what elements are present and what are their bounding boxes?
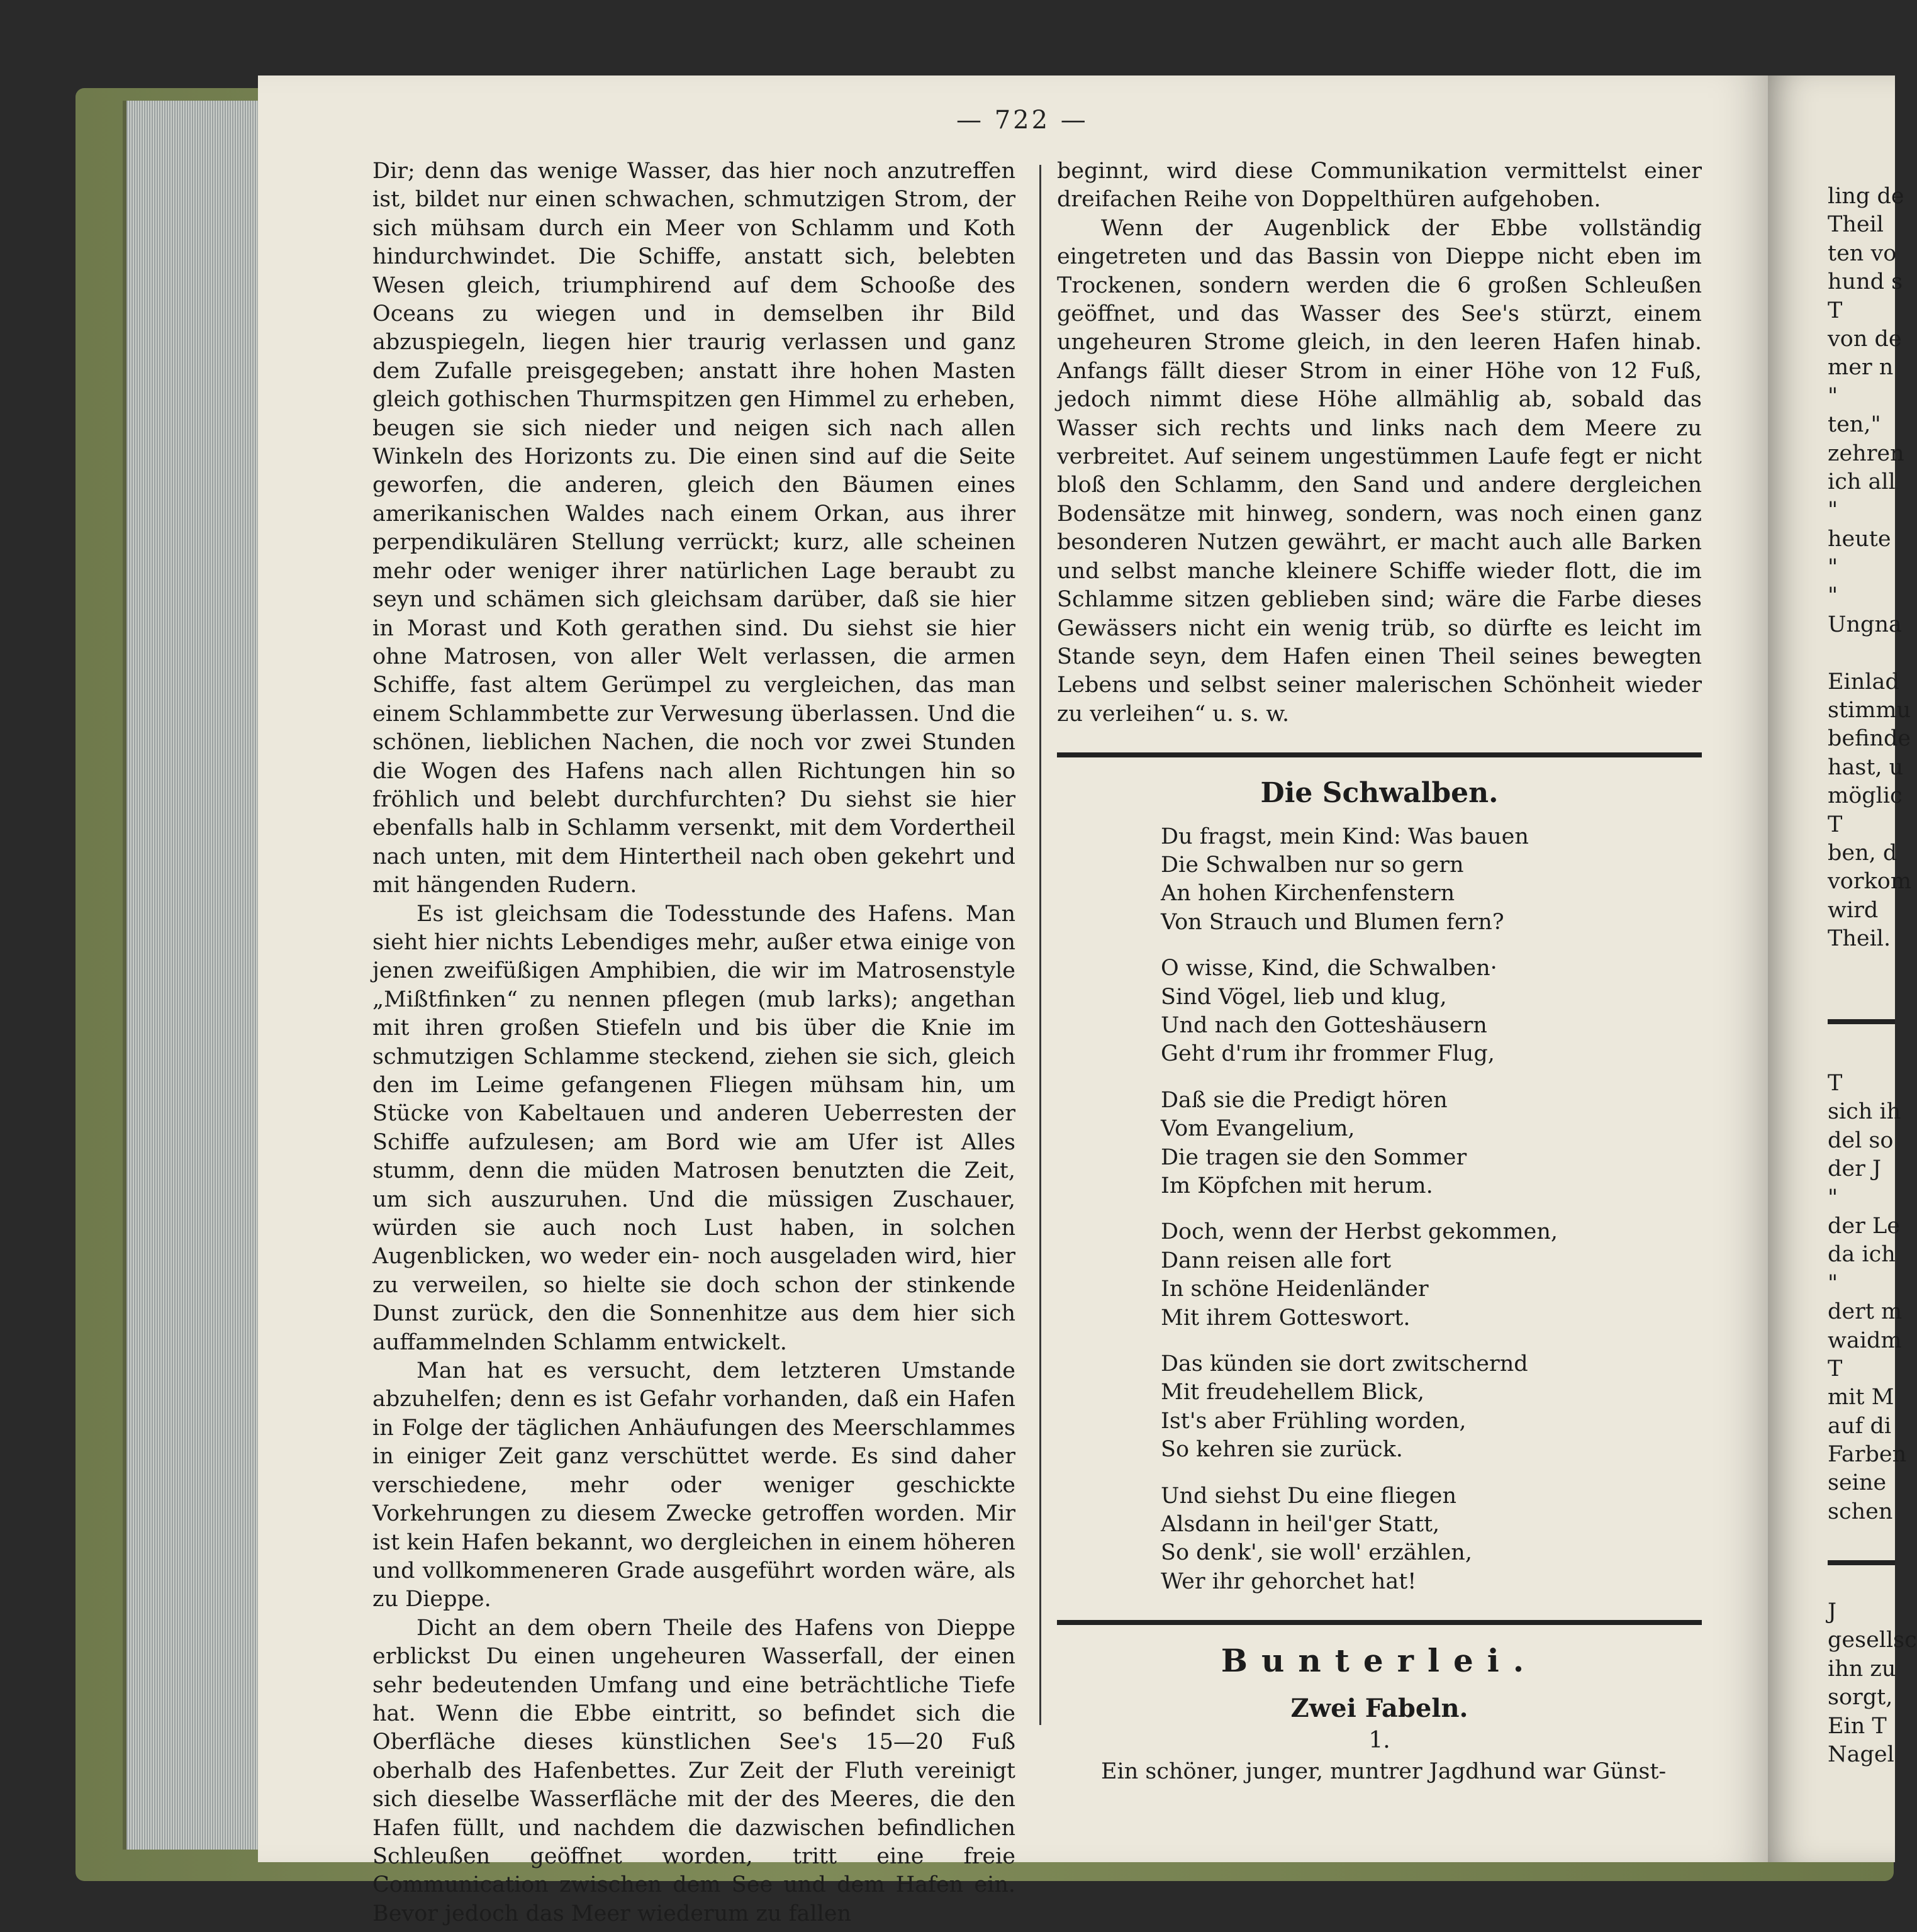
facing-page-line: ling de (1828, 184, 1904, 209)
facing-page-line: T (1828, 812, 1843, 837)
section-title: Bunterlei. (1221, 1642, 1538, 1680)
facing-page-line: T (1828, 1356, 1843, 1382)
poem-line: Alsdann in heil'ger Statt, (1161, 1512, 1440, 1538)
poem-line: Ist's aber Frühling worden, (1161, 1408, 1467, 1434)
facing-page-line: vorkom (1828, 869, 1912, 895)
facing-page-line: von de (1828, 326, 1902, 352)
facing-page-line: heute (1828, 526, 1891, 552)
facing-page-line: zehren (1828, 440, 1904, 466)
facing-page-line: " (1828, 498, 1838, 523)
facing-page-line: der J (1828, 1156, 1882, 1182)
facing-page-line: sich ih (1828, 1099, 1901, 1125)
poem-stanza (1161, 1350, 1702, 1465)
facing-page-line: del so (1828, 1127, 1894, 1153)
column-divider (1039, 165, 1041, 1725)
facing-page-line: mit M (1828, 1385, 1894, 1410)
poem-line: Sind Vögel, lieb und klug, (1161, 984, 1447, 1010)
poem-line: In schöne Heidenländer (1161, 1276, 1429, 1302)
facing-page-line: waidm (1828, 1327, 1902, 1353)
section-rule (1057, 752, 1702, 757)
section-subtitle: Zwei Fabeln. (1290, 1693, 1468, 1723)
poem-stanza (1161, 1482, 1702, 1597)
poem-line: Wer ihr gehorchet hat! (1161, 1568, 1417, 1594)
facing-page-text (1828, 1069, 1907, 1526)
poem-line: Das künden sie dort zwitschernd (1161, 1351, 1528, 1377)
poem-line: Mit freudehellem Blick, (1161, 1380, 1424, 1405)
facing-page-line: ten," (1828, 412, 1881, 438)
facing-page-line: ihn zu (1828, 1656, 1896, 1682)
facing-page-line: befinde (1828, 726, 1911, 752)
poem-line: Die tragen sie den Sommer (1161, 1144, 1467, 1170)
poem (1161, 823, 1702, 1597)
facing-page-line: Nagel (1828, 1741, 1894, 1767)
fable-first-line: Ein schöner, junger, muntrer Jagdhund war Günst- (1101, 1758, 1667, 1784)
section-rule (1057, 1620, 1702, 1625)
poem-stanza (1161, 823, 1702, 937)
facing-page-line: T (1828, 298, 1843, 323)
page-edges (123, 101, 265, 1850)
paragraph: Man hat es versucht, dem letzteren Umstande abzuhelfen; denn es ist Gefahr vorhanden, daß ein Hafen in Folge der täglichen Anhäufungen des Meerschlammes in einiger Zeit ganz verschüttet werde. Es sind daher verschiedene, mehr oder weniger geschickte Vorkehrungen zu diesem Zwecke getroffen worden. Mir ist kein Hafen bekannt, wo dergleichen in einem höheren und vollkommeneren Grade ausgeführt worden wäre, als zu Dieppe. (372, 1358, 1015, 1612)
facing-page-line: schen (1828, 1499, 1893, 1524)
poem-line: So kehren sie zurück. (1161, 1437, 1403, 1463)
facing-page-line: möglic (1828, 783, 1903, 809)
right-column (1057, 157, 1702, 1786)
poem-stanza (1161, 1086, 1702, 1201)
poem-line: Vom Evangelium, (1161, 1116, 1355, 1142)
facing-page-line: mer n (1828, 355, 1894, 381)
facing-page-line: hast, u (1828, 754, 1904, 780)
facing-page-line: dert m (1828, 1299, 1903, 1325)
facing-page-line: T (1828, 1071, 1843, 1096)
facing-page-line: ten vo (1828, 240, 1897, 266)
facing-page-line (1828, 639, 1894, 667)
facing-page-text (1828, 182, 1912, 954)
facing-page-line: wird (1828, 897, 1879, 923)
facing-page-line: Theil. (1828, 926, 1891, 952)
facing-page-line: Ein T (1828, 1713, 1887, 1739)
poem-line: So denk', sie woll' erzählen, (1161, 1540, 1472, 1566)
paragraph: Es ist gleichsam die Todesstunde des Hafens. Man sieht hier nichts Lebendiges mehr, außer etwa einige von jenen zweifüßigen Amphibien, die wir im Matrosenstyle „Mißtfinken“ zu nennen pflegen (mub larks); angethan mit ihren großen Stiefeln und bis über die Knie im schmutzigen Schlamme steckend, ziehen sie sich, gleich den im Leime gefangenen Fliegen mühsam hin, um Stücke von Kabeltauen und anderen Ueberresten der Schiffe aufzulesen; am Bord wie am Ufer ist Alles stumm, denn die müden Matrosen benutzten die Zeit, um sich auszuruhen. Und die müssigen Zuschauer, würden sie auch noch Lust haben, in solchen Augenblicken, wo weder ein- noch ausgeladen wird, hier zu verweilen, so hielte sie doch schon der stinkende Dunst zurück, den die Sonnenhitze aus dem hier sich auffammelnden Schlamm entwickelt. (372, 901, 1015, 1355)
poem-line: Daß sie die Predigt hören (1161, 1087, 1448, 1113)
facing-page-line: J (1828, 1599, 1837, 1624)
facing-page-line: auf di (1828, 1413, 1892, 1439)
poem-line: Und nach den Gotteshäusern (1161, 1012, 1487, 1038)
poem-title: Die Schwalben. (1260, 777, 1499, 810)
left-column (372, 157, 1015, 1928)
poem-stanza (1161, 1218, 1702, 1332)
poem-line: Mit ihrem Gotteswort. (1161, 1305, 1411, 1331)
poem-line: Dann reisen alle fort (1161, 1248, 1392, 1273)
fable-number: 1. (1368, 1728, 1390, 1754)
facing-page-line: Ungna (1828, 611, 1902, 637)
facing-page-line: da ich (1828, 1242, 1896, 1268)
poem-line: Und siehst Du eine fliegen (1161, 1483, 1457, 1509)
page-number: — 722 — (956, 106, 1088, 135)
facing-page-line: " (1828, 583, 1838, 609)
facing-page-line: sorgt, (1828, 1685, 1893, 1711)
poem-stanza (1161, 954, 1702, 1069)
facing-page-line: " (1828, 383, 1838, 409)
poem-line: Von Strauch und Blumen fern? (1161, 909, 1504, 935)
poem-line: Geht d'rum ihr frommer Flug, (1161, 1041, 1495, 1067)
poem-line: O wisse, Kind, die Schwalben· (1161, 956, 1497, 981)
poem-line: An hohen Kirchenfenstern (1161, 881, 1455, 907)
facing-page-line: " (1828, 1185, 1838, 1210)
facing-page-line: stimmu (1828, 698, 1911, 723)
facing-page-line: der Le (1828, 1213, 1900, 1239)
facing-page-line: " (1828, 555, 1838, 581)
poem-line: Die Schwalben nur so gern (1161, 852, 1464, 878)
facing-page-line: Einlad (1828, 669, 1899, 695)
paragraph: Dicht an dem obern Theile des Hafens von Dieppe erblickst Du einen ungeheuren Wasserfall, der einen sehr bedeutenden Umfang und eine beträchtliche Tiefe hat. Wenn die Ebbe eintritt, so befindet sich die Oberfläche dieses künstlichen See's 15—20 Fuß oberhalb des Hafenbettes. Zur Zeit der Fluth vereinigt sich dieselbe Wasserfläche mit der des Meeres, die den Hafen füllt, und nachdem die dazwischen befindlichen Schleußen geöffnet worden, tritt eine freie Communication zwischen dem See und dem Hafen ein. Bevor jedoch das Meer wiederum zu fallen (372, 1615, 1015, 1926)
facing-page-rule (1828, 1019, 1895, 1024)
paragraph-continuation: beginnt, wird diese Communikation vermittelst einer dreifachen Reihe von Doppelthüren aufgehoben. (1057, 159, 1702, 213)
facing-page-line: ben, d (1828, 840, 1897, 866)
paragraph: Wenn der Augenblick der Ebbe vollständig eingetreten und das Bassin von Dieppe nicht eben im Trockenen, sondern werden die 6 großen Schleußen geöffnet, und das Wasser des See's stürzt, einem ungeheuren Strome gleich, in den leeren Hafen hinab. Anfangs fällt dieser Strom in einer Höhe von 12 Fuß, jedoch nimmt diese Höhe allmählig ab, sobald das Wasser sich rechts und links nach dem Meere zu verbreitet. Auf seinem ungestümmen Laufe fegt er nicht bloß den Schlamm, den Sand und andere dergleichen Bodensätze mit hinweg, sondern, was noch einen ganz besonderen Nutzen gewährt, er macht auch alle Barken und selbst manche kleinere Schiffe wieder flott, die im Schlamme sitzen geblieben sind; wäre die Farbe dieses Gewässers nicht ein wenig trüb, so dürfte es leicht im Stande seyn, dem Hafen einen Theil seines bewegten Lebens und selbst seiner malerischen Schönheit wieder zu verleihen“ u. s. w. (1057, 215, 1702, 727)
poem-line: Im Köpfchen mit herum. (1161, 1173, 1433, 1198)
facing-page-line: seine (1828, 1470, 1887, 1496)
facing-page-line: ich all (1828, 469, 1896, 494)
facing-page-line: hund s (1828, 269, 1903, 295)
facing-page-text (1828, 1598, 1917, 1769)
poem-line: Doch, wenn der Herbst gekommen, (1161, 1219, 1558, 1245)
facing-page-line: Theil (1828, 212, 1884, 238)
poem-line: Du fragst, mein Kind: Was bauen (1161, 824, 1529, 849)
facing-page-line: Farben (1828, 1442, 1907, 1468)
facing-page-line: gesellsc (1828, 1628, 1917, 1653)
facing-page-line: " (1828, 1270, 1838, 1296)
paragraph: Dir; denn das wenige Wasser, das hier noch anzutreffen ist, bildet nur einen schwachen, schmutzigen Strom, der sich mühsam durch ein Meer von Schlamm und Koth hindurchwindet. Die Schiffe, anstatt sich, belebten Wesen gleich, triumphirend auf dem Schooße des Oceans zu wiegen und in demselben ihr Bild abzuspiegeln, liegen hier traurig verlassen und ganz dem Zufalle preisgegeben; anstatt ihre hohen Masten gleich gothischen Thurmspitzen gen Himmel zu erheben, beugen sie sich nieder und neigen sich nach allen Winkeln des Horizonts zu. Die einen sind auf die Seite geworfen, die anderen, gleich den Bäumen eines amerikanischen Waldes nach einem Orkan, aus ihrer perpendikulären Stellung verrückt; kurz, alle scheinen mehr oder weniger ihrer natürlichen Lage beraubt zu seyn und schämen sich gleichsam darüber, daß sie hier in Morast und Koth gerathen sind. Du siehst sie hier ohne Matrosen, von aller Welt verlassen, die armen Schiffe, fast altem Gerümpel zu vergleichen, das man einem Schlammbette zur Verwesung überlassen. Und die schönen, lieblichen Nachen, die noch vor zwei Stunden die Wogen des Hafens nach allen Richtungen hin so fröhlich und belebt durchfurchten? Du siehst sie hier ebenfalls halb in Schlamm versenkt, mit dem Vordertheil nach unten, mit dem Hintertheil nach oben gekehrt und mit hängenden Rudern. (372, 159, 1015, 898)
facing-page-rule (1828, 1560, 1895, 1565)
